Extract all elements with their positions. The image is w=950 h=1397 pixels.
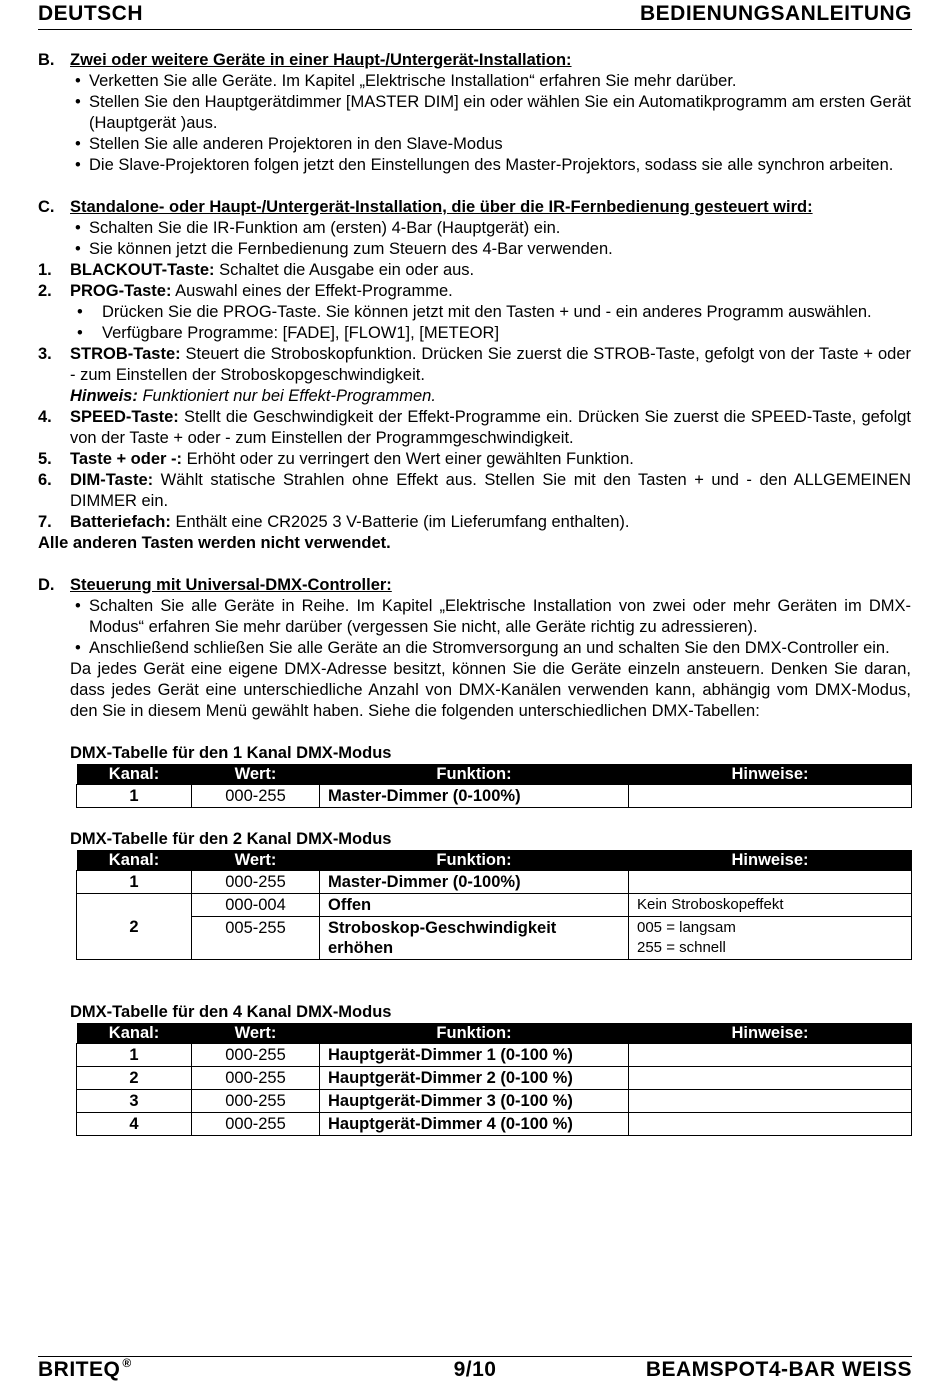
table-row: [77, 1067, 912, 1090]
item-label: SPEED-Taste:: [70, 408, 179, 426]
main-content: [38, 50, 911, 1136]
col-header-kanal: Kanal:: [77, 764, 192, 785]
numbered-item: [38, 407, 911, 449]
col-header-hinweise: Hinweise:: [629, 850, 912, 871]
col-header-hinweise: Hinweise:: [629, 1023, 912, 1044]
bullet-text: Anschließend schließen Sie alle Geräte an die Stromversorgung an und schalten Sie den DMX-Controller ein.: [89, 639, 890, 657]
cell-funktion: Master-Dimmer (0-100%): [320, 871, 629, 894]
item-text: Schaltet die Ausgabe ein oder aus.: [214, 261, 475, 279]
numbered-item: [38, 344, 911, 407]
item-text: Erhöht oder zu verringert den Wert einer gewählten Funktion.: [182, 450, 634, 468]
dmx-table-1ch: [76, 764, 912, 808]
list-item: [38, 596, 911, 638]
header-doc-type: BEDIENUNGSANLEITUNG: [639, 2, 912, 25]
page-number: 9/10: [453, 1358, 497, 1381]
item-label: DIM-Taste:: [70, 471, 154, 489]
section-title: Standalone- oder Haupt-/Untergerät-Installation, die über die IR-Fernbedienung gesteuert wird:: [70, 198, 813, 216]
section-number: B.: [38, 51, 55, 69]
section-d-heading: [38, 575, 911, 596]
col-header-wert: Wert:: [192, 764, 320, 785]
list-item: [38, 92, 911, 134]
cell-wert: 000-255: [192, 871, 320, 894]
list-item: [38, 638, 911, 659]
bullet-text: Stellen Sie alle anderen Projektoren in den Slave-Modus: [89, 135, 503, 153]
cell-hinweise: [629, 1067, 912, 1090]
item-number: 1.: [38, 261, 52, 279]
list-item: [38, 134, 911, 155]
list-item: [38, 218, 911, 239]
section-title: Zwei oder weitere Geräte in einer Haupt-/Untergerät-Installation:: [70, 51, 572, 69]
section-title: Steuerung mit Universal-DMX-Controller:: [70, 576, 392, 594]
table-caption: DMX-Tabelle für den 4 Kanal DMX-Modus: [70, 1003, 392, 1021]
brand-name: BRITEQ: [38, 1358, 121, 1381]
numbered-item: [38, 449, 911, 470]
footer-model: BEAMSPOT4-BAR WEISS: [645, 1358, 912, 1381]
col-header-hinweise: Hinweise:: [629, 764, 912, 785]
cell-wert: 000-255: [192, 1090, 320, 1113]
numbered-item: [38, 260, 911, 281]
list-item: [38, 155, 911, 176]
table-row: [77, 1113, 912, 1136]
item-label: Batteriefach:: [70, 513, 171, 531]
table-row: [77, 917, 912, 960]
bullet-icon: •: [75, 219, 81, 237]
table-row: [77, 785, 912, 808]
cell-hinweise: [629, 1044, 912, 1067]
item-number: 2.: [38, 282, 52, 300]
bullet-text: Stellen Sie den Hauptgerätdimmer [MASTER DIM] ein oder wählen Sie ein Automatikprogramm am ersten Gerät (Hauptgerät )aus.: [89, 93, 911, 132]
col-header-kanal: Kanal:: [77, 1023, 192, 1044]
table-row: [77, 1044, 912, 1067]
cell-funktion: Offen: [320, 894, 629, 917]
table-header-row: [77, 850, 912, 871]
table-caption: DMX-Tabelle für den 2 Kanal DMX-Modus: [70, 830, 392, 848]
list-item: [38, 323, 911, 344]
cell-hinweise: [629, 917, 912, 960]
bullet-icon: •: [77, 303, 83, 321]
bullet-icon: •: [75, 93, 81, 111]
bullet-text: Die Slave-Projektoren folgen jetzt den Einstellungen des Master-Projektors, sodass sie alle synchron arbeiten.: [89, 156, 894, 174]
cell-funktion: Hauptgerät-Dimmer 4 (0-100 %): [320, 1113, 629, 1136]
item-number: 7.: [38, 513, 52, 531]
closing-note: Alle anderen Tasten werden nicht verwendet.: [38, 534, 391, 552]
cell-wert: 005-255: [192, 917, 320, 960]
cell-kanal: 1: [77, 1044, 192, 1067]
item-text: Wählt statische Strahlen ohne Effekt aus. Stellen Sie mit den Tasten + und - den ALLGEMEINEN DIMMER ein.: [70, 471, 911, 510]
cell-hinweise: Kein Stroboskopeffekt: [629, 894, 912, 917]
numbered-item: [38, 512, 911, 533]
col-header-wert: Wert:: [192, 850, 320, 871]
page-footer: [38, 1358, 912, 1388]
table-header-row: [77, 764, 912, 785]
bullet-text: Drücken Sie die PROG-Taste. Sie können jetzt mit den Tasten + und - ein anderes Programm auswählen.: [102, 303, 872, 321]
bullet-icon: •: [75, 240, 81, 258]
cell-hinweise: [629, 871, 912, 894]
section-b-heading: [38, 50, 911, 71]
cell-wert: 000-255: [192, 1113, 320, 1136]
bullet-text: Verfügbare Programme: [FADE], [FLOW1], [METEOR]: [102, 324, 500, 342]
dmx-table-4ch: [76, 1023, 912, 1136]
bullet-text: Schalten Sie alle Geräte in Reihe. Im Kapitel „Elektrische Installation von zwei oder mehr Geräten im DMX-Modus“ erfahren Sie mehr darüber (vergessen Sie nicht, alle Geräte richtig zu adressieren).: [89, 597, 911, 636]
item-text: Steuert die Stroboskopfunktion. Drücken Sie zuerst die STROB-Taste, gefolgt von der Taste + oder - zum Einstellen der Stroboskopgeschwindigkeit.: [70, 345, 911, 384]
footer-rule: [38, 1356, 912, 1357]
cell-hinweise: [629, 1113, 912, 1136]
cell-hinweise: [629, 785, 912, 808]
cell-hinweise: [629, 1090, 912, 1113]
bullet-icon: •: [75, 135, 81, 153]
page-header: [38, 2, 912, 28]
hint-label: Hinweis:: [70, 387, 138, 405]
table-row: [77, 894, 912, 917]
cell-kanal: 4: [77, 1113, 192, 1136]
cell-kanal: 2: [77, 894, 192, 960]
cell-kanal: 1: [77, 785, 192, 808]
bullet-icon: •: [75, 639, 81, 657]
cell-kanal: 1: [77, 871, 192, 894]
cell-wert: 000-255: [192, 785, 320, 808]
registered-mark: ®: [122, 1356, 132, 1370]
item-label: Taste + oder -:: [70, 450, 183, 468]
item-number: 6.: [38, 471, 52, 489]
list-item: [38, 302, 911, 323]
table-row: [77, 871, 912, 894]
cell-wert: 000-255: [192, 1067, 320, 1090]
table-row: [77, 1090, 912, 1113]
bullet-icon: •: [75, 72, 81, 90]
item-label: PROG-Taste:: [70, 282, 172, 300]
col-header-funktion: Funktion:: [320, 764, 629, 785]
bullet-icon: •: [77, 324, 83, 342]
section-c-heading: [38, 197, 911, 218]
cell-funktion: Hauptgerät-Dimmer 3 (0-100 %): [320, 1090, 629, 1113]
note-line: 005 = langsam: [637, 919, 736, 936]
cell-wert: 000-255: [192, 1044, 320, 1067]
item-number: 3.: [38, 345, 52, 363]
note-line: 255 = schnell: [637, 939, 726, 956]
cell-funktion: Master-Dimmer (0-100%): [320, 785, 629, 808]
table-caption: DMX-Tabelle für den 1 Kanal DMX-Modus: [70, 744, 392, 762]
numbered-item: [38, 470, 911, 512]
cell-funktion: Stroboskop-Geschwindigkeit erhöhen: [320, 917, 629, 960]
item-number: 5.: [38, 450, 52, 468]
col-header-funktion: Funktion:: [320, 850, 629, 871]
hint-text: Funktioniert nur bei Effekt-Programmen.: [137, 387, 436, 405]
bullet-icon: •: [75, 156, 81, 174]
bullet-text: Sie können jetzt die Fernbedienung zum Steuern des 4-Bar verwenden.: [89, 240, 613, 258]
item-text: Stellt die Geschwindigkeit der Effekt-Programme ein. Drücken Sie zuerst die SPEED-Taste, gefolgt von der Taste + oder - zum Einstellen der Programmgeschwindigkeit.: [70, 408, 911, 447]
item-text: Enthält eine CR2025 3 V-Batterie (im Lieferumfang enthalten).: [170, 513, 630, 531]
item-text: Auswahl eines der Effekt-Programme.: [171, 282, 453, 300]
bullet-text: Verketten Sie alle Geräte. Im Kapitel „Elektrische Installation“ erfahren Sie mehr darüber.: [89, 72, 737, 90]
list-item: [38, 71, 911, 92]
col-header-kanal: Kanal:: [77, 850, 192, 871]
col-header-funktion: Funktion:: [320, 1023, 629, 1044]
item-number: 4.: [38, 408, 52, 426]
dmx-table-2ch: [76, 850, 912, 960]
bullet-text: Schalten Sie die IR-Funktion am (ersten) 4-Bar (Hauptgerät) ein.: [89, 219, 561, 237]
bullet-icon: •: [75, 597, 81, 615]
section-number: D.: [38, 576, 55, 594]
list-item: [38, 239, 911, 260]
item-label: STROB-Taste:: [70, 345, 181, 363]
cell-kanal: 3: [77, 1090, 192, 1113]
col-header-wert: Wert:: [192, 1023, 320, 1044]
cell-funktion: Hauptgerät-Dimmer 2 (0-100 %): [320, 1067, 629, 1090]
table-header-row: [77, 1023, 912, 1044]
header-rule: [38, 29, 912, 30]
section-number: C.: [38, 198, 55, 216]
header-language: DEUTSCH: [38, 2, 144, 25]
cell-kanal: 2: [77, 1067, 192, 1090]
item-label: BLACKOUT-Taste:: [70, 261, 215, 279]
cell-funktion: Hauptgerät-Dimmer 1 (0-100 %): [320, 1044, 629, 1067]
numbered-item: [38, 281, 911, 302]
body-paragraph: Da jedes Gerät eine eigene DMX-Adresse besitzt, können Sie die Geräte einzeln ansteuern. Denken Sie daran, dass jedes Gerät eine unterschiedliche Anzahl von DMX-Kanälen verwenden kann, abhängig vom DMX-Modus, den Sie in diesem Menü gewählt haben. Siehe die folgenden unterschiedlichen DMX-Tabellen:: [70, 660, 911, 720]
cell-wert: 000-004: [192, 894, 320, 917]
